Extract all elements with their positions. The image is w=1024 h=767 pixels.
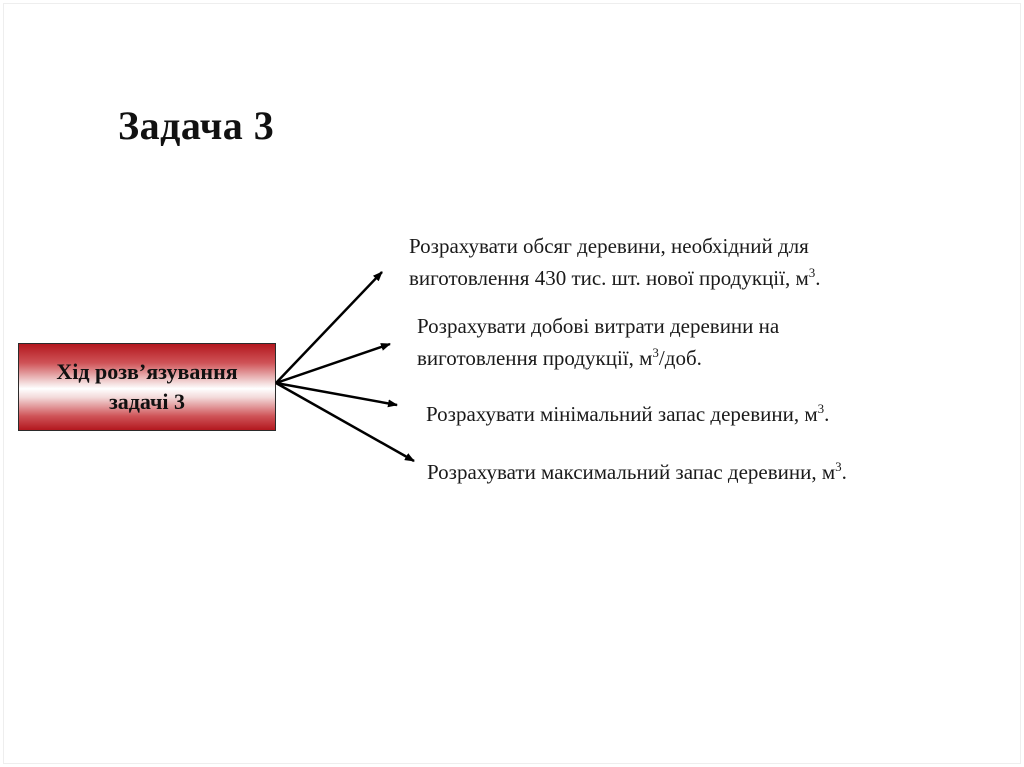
task-minimum-stock: [426, 398, 829, 430]
task-maximum-stock: [427, 456, 847, 488]
slide-title: Задача 3: [118, 103, 275, 148]
task-1-line1: Розрахувати обсяг деревини, необхідний для: [409, 234, 809, 258]
task-4-line1: [427, 456, 847, 488]
task-1-line2: [409, 262, 821, 294]
solution-steps-label-line1: Хід розв’язування: [56, 359, 238, 384]
arrow-to-task-3: [276, 383, 397, 405]
task-3-line1: [426, 398, 829, 430]
task-volume-of-wood: [409, 230, 821, 294]
solution-steps-label-line2: задачі 3: [108, 389, 186, 414]
task-2-superscript: 3: [652, 345, 659, 360]
task-4-line1-text: Розрахувати максимальний запас деревини, м: [427, 460, 836, 484]
task-1-line2-end: .: [815, 266, 821, 290]
task-3-line1-end: .: [824, 402, 830, 426]
task-4-line1-end: .: [841, 460, 847, 484]
task-2-line2-end: /доб.: [658, 346, 702, 370]
task-1-line2-text: виготовлення 430 тис. шт. нової продукції, м: [409, 266, 809, 290]
task-3-line1-text: Розрахувати мінімальний запас деревини, м: [426, 402, 818, 426]
task-daily-consumption: [417, 310, 779, 374]
arrow-to-task-2: [276, 344, 390, 383]
arrow-to-task-1: [276, 272, 382, 383]
task-2-line2: [417, 342, 779, 374]
solution-steps-box: [18, 343, 276, 431]
task-2-line1: Розрахувати добові витрати деревини на: [417, 314, 780, 338]
task-4-superscript: 3: [835, 459, 842, 474]
task-2-line2-text: виготовлення продукції, м: [417, 346, 653, 370]
task-3-superscript: 3: [817, 401, 825, 416]
arrow-to-task-4: [276, 383, 414, 461]
task-1-superscript: 3: [808, 265, 816, 280]
